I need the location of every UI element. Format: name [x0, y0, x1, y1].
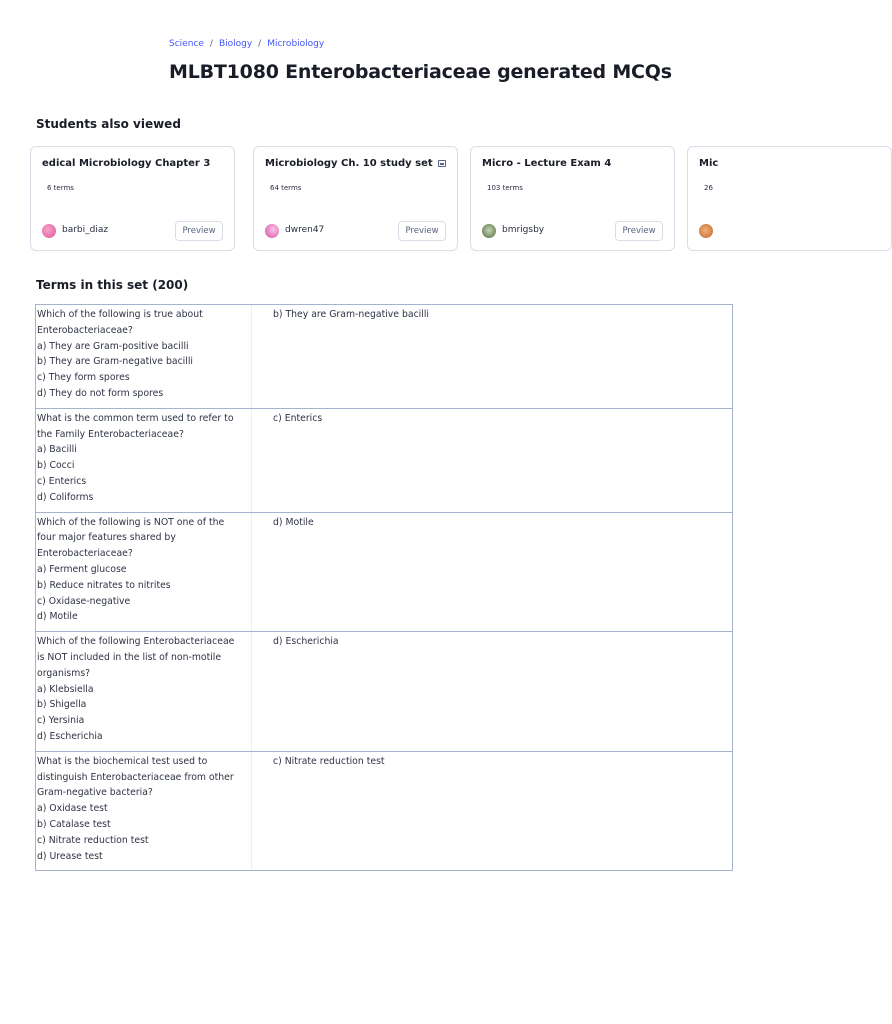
- term-row: [36, 408, 732, 512]
- term-row: [36, 305, 732, 408]
- breadcrumb-microbiology[interactable]: Microbiology: [267, 39, 325, 49]
- page-title: MLBT1080 Enterobacteriaceae generated MCQs: [169, 61, 672, 83]
- avatar: [265, 224, 279, 238]
- study-set-card[interactable]: [253, 146, 458, 251]
- term-answer: c) Enterics: [273, 412, 323, 424]
- card-title[interactable]: Microbiology Ch. 10 study set: [265, 158, 446, 169]
- card-username[interactable]: dwren47: [285, 225, 325, 235]
- breadcrumb-biology[interactable]: Biology: [218, 39, 253, 49]
- term-row: [36, 631, 732, 751]
- students-also-viewed-carousel[interactable]: [36, 146, 719, 252]
- term-question: What is the biochemical test used to distinguish Enterobacteriaceae from other Gram-negative bacteria? a) Oxidase test b) Catalase test c) Nitrate reduction test d) Urease test: [36, 752, 252, 871]
- study-set-card[interactable]: [30, 146, 235, 251]
- term-question: Which of the following Enterobacteriaceae is NOT included in the list of non-motile organisms? a) Klebsiella b) Shigella c) Yersinia d) Escherichia: [36, 632, 252, 751]
- card-title[interactable]: Mic: [699, 158, 719, 169]
- term-row: [36, 751, 732, 871]
- card-title[interactable]: Micro - Lecture Exam 4: [482, 158, 612, 169]
- breadcrumb-separator: /: [209, 39, 213, 49]
- avatar: [699, 224, 713, 238]
- study-set-card[interactable]: [470, 146, 675, 251]
- preview-button[interactable]: Preview: [175, 221, 223, 241]
- term-answer: c) Nitrate reduction test: [273, 755, 385, 767]
- breadcrumb: [169, 39, 324, 49]
- breadcrumb-separator: /: [258, 39, 262, 49]
- terms-in-set-title: Terms in this set (200): [36, 278, 189, 292]
- term-answer: d) Motile: [273, 516, 314, 528]
- card-term-count: 103 terms: [487, 184, 523, 192]
- card-term-count: 6 terms: [47, 184, 74, 192]
- term-question: What is the common term used to refer to the Family Enterobacteriaceae? a) Bacilli b) Cocci c) Enterics d) Coliforms: [36, 409, 252, 512]
- terms-table: [35, 304, 733, 871]
- card-title[interactable]: edical Microbiology Chapter 3: [42, 158, 211, 169]
- card-term-count: 64 terms: [270, 184, 302, 192]
- avatar: [42, 224, 56, 238]
- image-icon: [438, 160, 446, 167]
- term-answer: b) They are Gram-negative bacilli: [273, 309, 430, 320]
- breadcrumb-science[interactable]: Science: [169, 39, 204, 49]
- study-set-card[interactable]: [687, 146, 892, 251]
- term-answer: d) Escherichia: [273, 636, 339, 648]
- preview-button[interactable]: Preview: [615, 221, 663, 241]
- card-username[interactable]: bmrigsby: [502, 225, 545, 235]
- preview-button[interactable]: Preview: [398, 221, 446, 241]
- students-also-viewed-title: Students also viewed: [36, 117, 181, 131]
- avatar: [482, 224, 496, 238]
- term-row: [36, 512, 732, 632]
- card-term-count: 26: [704, 184, 713, 192]
- card-username[interactable]: barbi_diaz: [62, 225, 109, 235]
- term-question: Which of the following is true about Enterobacteriaceae? a) They are Gram-positive bacilli b) They are Gram-negative bacilli c) They form spores d) They do not form spores: [36, 305, 252, 408]
- term-question: Which of the following is NOT one of the four major features shared by Enterobacteriaceae? a) Ferment glucose b) Reduce nitrates to nitrites c) Oxidase-negative d) Motile: [36, 513, 252, 632]
